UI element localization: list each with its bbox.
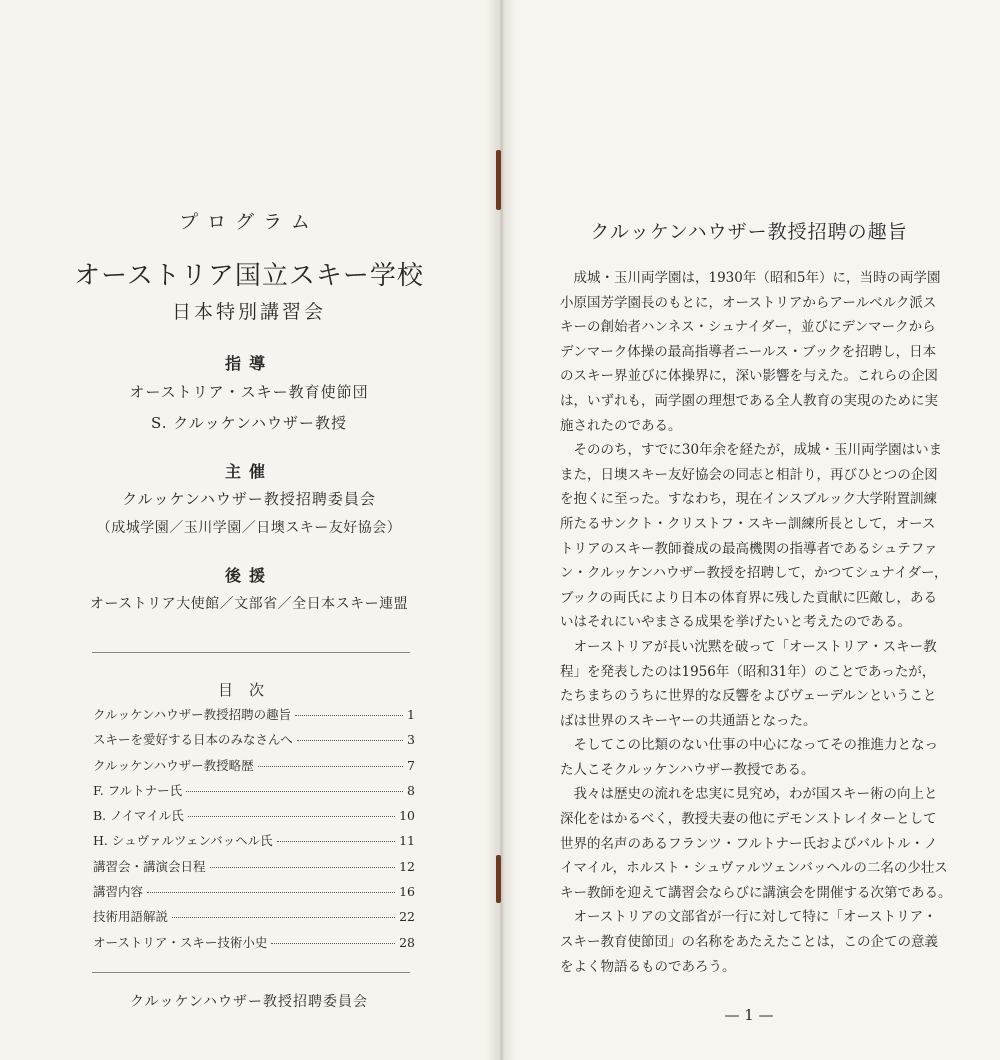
toc-item-page: 16 [399, 884, 415, 900]
body-line: ばは世界のスキーヤーの共通語となった。 [560, 712, 817, 729]
toc-item-label: オーストリア・スキー技術小史 [93, 934, 268, 950]
body-line: そしてこの比類のない仕事の中心になってその推進力となっ [560, 737, 938, 754]
body-line: トリアのスキー教師養成の最高機関の指導者であるシュテファ [560, 540, 938, 557]
toc-item-page: 3 [407, 732, 415, 748]
program-subtitle: 日本特別講習会 [171, 301, 326, 323]
toc-item-label: クルッケンハウザー教授略歴 [93, 757, 254, 773]
body-line: たちまちのうちに世界的な反響をよびヴェーデルンということ [560, 688, 937, 705]
body-line: を抱くに至った。すなわち，現在インスブルック大学附置訓練 [560, 491, 938, 508]
toc-leader [210, 867, 396, 868]
toc-item-page: 10 [399, 808, 415, 824]
toc-item[interactable] [93, 933, 415, 958]
article-title: クルッケンハウザー教授招聘の趣旨 [590, 221, 908, 243]
body-line: オーストリアの文部省が一行に対して特に「オーストリア・ [560, 909, 937, 926]
body-line: は，いずれも，両学園の理想である全人教育の実現のために実 [560, 392, 938, 409]
toc-item-label: H. シュヴァルツェンバッヘル氏 [93, 833, 273, 849]
body-line: 世界的名声のあるフランツ・フルトナー氏およびバルトル・ノ [560, 835, 938, 852]
body-line: スキー教育使節団」の名称をあたえたことは，この企ての意義 [560, 934, 938, 951]
support-line: オーストリア大使館／文部省／全日本スキー連盟 [89, 596, 409, 612]
toc-leader [277, 841, 395, 842]
toc-item-page: 7 [407, 757, 415, 773]
toc-item[interactable] [93, 781, 415, 806]
body-line: キーの創始者ハンネス・シュナイダー，並びにデンマークから [560, 319, 936, 336]
toc-item-label: B. ノイマイル氏 [93, 808, 184, 824]
article-body [560, 266, 970, 979]
toc-item-label: 技術用語解説 [93, 909, 169, 925]
binding-stitch [496, 855, 501, 903]
toc-leader [295, 715, 403, 716]
support-heading: 後援 [224, 566, 273, 585]
toc-leader [186, 791, 403, 792]
toc-item[interactable] [93, 907, 415, 932]
guidance-heading: 指導 [224, 354, 273, 373]
guidance-line: オーストリア・スキー教育使節団 [129, 383, 369, 401]
body-line: 程」を発表したのは1956年（昭和31年）のことであったが， [560, 663, 936, 680]
toc-item-label: スキーを愛好する日本のみなさんへ [93, 732, 293, 748]
body-line: そののち，すでに30年余を経たが，成城・玉川両学園はいま [560, 442, 943, 459]
toc-item-page: 8 [407, 782, 415, 798]
body-line: イマイル，ホルスト・シュヴァルツェンバッヘルの二名の少壮ス [560, 860, 948, 877]
body-line: また，日墺スキー友好協会の同志と相計り，再びひとつの企図 [560, 466, 938, 483]
body-line: 施されたのである。 [560, 417, 682, 434]
organizer-line: クルッケンハウザー教授招聘委員会 [122, 490, 376, 508]
guidance-line: S. クルッケンハウザー教授 [150, 414, 348, 432]
organizer-heading: 主催 [224, 462, 273, 481]
toc-item-label: F. フルトナー氏 [93, 782, 183, 798]
toc-item-label: 講習内容 [93, 884, 144, 900]
body-line: をよく物語るものであろう。 [560, 958, 736, 975]
body-line: ン・クルッケンハウザー教授を招聘して，かつてシュナイダー， [560, 565, 948, 582]
toc-item-label: 講習会・講演会日程 [93, 858, 206, 874]
toc-item-page: 1 [407, 707, 415, 722]
binding-stitch [496, 150, 501, 210]
toc-item[interactable] [93, 730, 415, 755]
body-line: のスキー界並びに体操界に，深い影響を与えた。これらの企図 [560, 368, 938, 385]
toc-heading: 目次 [217, 681, 280, 699]
program-title: オーストリア国立スキー学校 [74, 261, 424, 291]
divider [92, 652, 410, 653]
body-line: いはそれにいやまさる成果を挙げたいと考えたのである。 [560, 614, 911, 631]
toc-item-page: 11 [399, 833, 415, 849]
body-line: 我々は歴史の流れを忠実に見究め，わが国スキー術の向上と [560, 786, 938, 803]
program-label: プログラム [179, 211, 319, 233]
page-number: — 1 — [724, 1006, 774, 1024]
toc-item[interactable] [93, 705, 415, 730]
body-line: た人こそクルッケンハウザー教授である。 [560, 761, 815, 778]
organizer-line: （成城学園／玉川学園／日墺スキー友好協会） [96, 520, 402, 536]
body-line: ブックの両氏により日本の体育界に残した貢献に匹敵し，ある [560, 589, 938, 606]
body-line: デンマーク体操の最高指導者ニールス・ブックを招聘し，日本 [560, 343, 937, 360]
body-line: 深化をはかるべく，教授夫妻の他にデモンストレイターとして [560, 811, 937, 828]
toc-item-label: クルッケンハウザー教授招聘の趣旨 [93, 707, 292, 722]
toc-item[interactable] [93, 857, 415, 882]
body-line: 小原国芳学園長のもとに，オーストリアからアールベルク派ス [560, 294, 937, 311]
toc-item[interactable] [93, 806, 415, 831]
toc-leader [172, 917, 395, 918]
toc-item-page: 28 [399, 934, 415, 950]
body-line: オーストリアが長い沈黙を破って「オーストリア・スキー教 [560, 638, 937, 655]
toc-leader [258, 766, 403, 767]
committee-name: クルッケンハウザー教授招聘委員会 [130, 994, 368, 1010]
toc-item[interactable] [93, 882, 415, 907]
toc-leader [271, 943, 395, 944]
toc-item-page: 12 [399, 858, 415, 874]
toc-leader [297, 740, 403, 741]
toc-item[interactable] [93, 831, 415, 856]
toc-item-page: 22 [399, 909, 415, 925]
body-line: キー教師を迎えて講習会ならびに講演会を開催する次第である。 [560, 884, 952, 901]
divider [92, 972, 410, 973]
toc-leader [188, 816, 395, 817]
toc-leader [147, 892, 395, 893]
body-line: 成城・玉川両学園は，1930年（昭和5年）に，当時の両学園 [560, 270, 941, 286]
toc-item[interactable] [93, 756, 415, 781]
body-line: 所たるサンクト・クリストフ・スキー訓練所長として，オース [560, 515, 936, 532]
table-of-contents [93, 705, 415, 958]
